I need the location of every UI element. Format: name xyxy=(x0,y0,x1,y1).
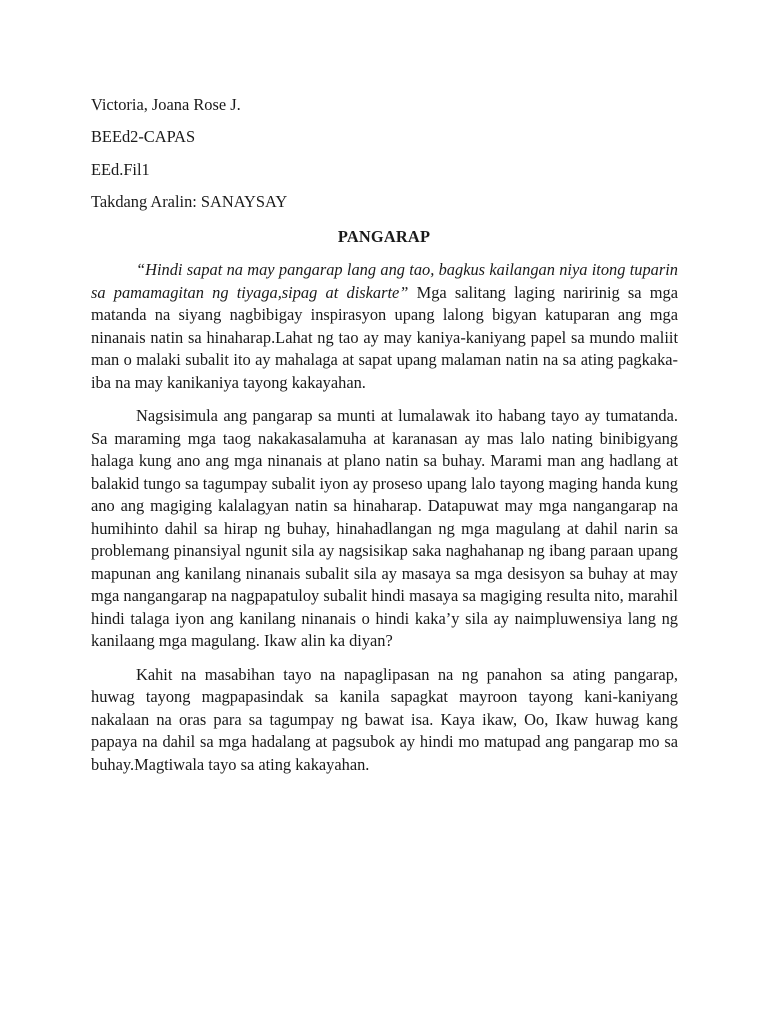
course-section: BEEd2-CAPAS xyxy=(91,127,196,146)
assignment-label: Takdang Aralin: SANAYSAY xyxy=(91,192,288,211)
opening-quote: “Hindi sapat na may pangarap lang ang tao, bagkus kailangan niya itong tuparin sa pamamagitan ng tiyaga,sipag at diskarte” xyxy=(91,260,678,302)
essay-title: PANGARAP xyxy=(337,227,431,246)
paragraph-2: Nagsisimula ang pangarap sa munti at lumalawak ito habang tayo ay tumatanda. Sa maraming mga taog nakakasalamuha at karanasan ay mas lalo nating binibigyang halaga kung ano ang mga ninanais at plano natin sa buhay. Marami man ang hadlang at balakid tungo sa tagumpay subalit iyon ay proseso upang lalo tayong maging handa kung ano ang magiging kalalagyan natin sa hinaharap. Datapuwat may mga nangangarap na humihinto dahil sa hirap ng buhay, hinahadlangan ng mga magulang at dahil narin sa problemang pinansiyal ngunit sila ay nagsisikap saka naghahanap ng ibang paraan upang mapunan ang kanilang ninanais subalit sila ay masaya sa mga desisyon sa buhay at may mga nangangarap na nagpapatuloy subalit hindi masaya sa magiging resulta nito, marahil hindi talaga iyon ang kanilang ninanais o hindi kaka’y sila ay naimpluwensiya lang ng kanilaang mga magulang. Ikaw alin ka diyan? xyxy=(91,406,678,650)
essay-body xyxy=(91,259,678,787)
paragraph-1-text: Mga salitang laging naririnig sa mga matanda na siyang nagbibigay inspirasyon upang lalong bigyan katuparan ang mga ninanais natin sa hinaharap.Lahat ng tao ay may kaniya-kaniyang papel sa mundo maliit man o malaki subalit ito ay mahalaga at sapat upang malaman natin na sa ating pagkaka-iba na may kanikaniya tayong kakayahan. xyxy=(91,282,678,392)
paragraph-1 xyxy=(91,259,678,394)
paragraph-3: Kahit na masabihan tayo na napaglipasan na ng panahon sa ating pangarap, huwag tayong magpapasindak sa kanila sapagkat mayroon tayong kani-kaniyang nakalaan na oras para sa tagumpay ng bawat isa. Kaya ikaw, Oo, Ikaw huwag kang papaya na dahil sa mga hadalang at pagsubok ay hindi mo matupad ang pangarap mo sa buhay.Magtiwala tayo sa ating kakayahan. xyxy=(91,664,678,774)
subject-code: EEd.Fil1 xyxy=(91,160,150,179)
student-name: Victoria, Joana Rose J. xyxy=(91,95,241,114)
